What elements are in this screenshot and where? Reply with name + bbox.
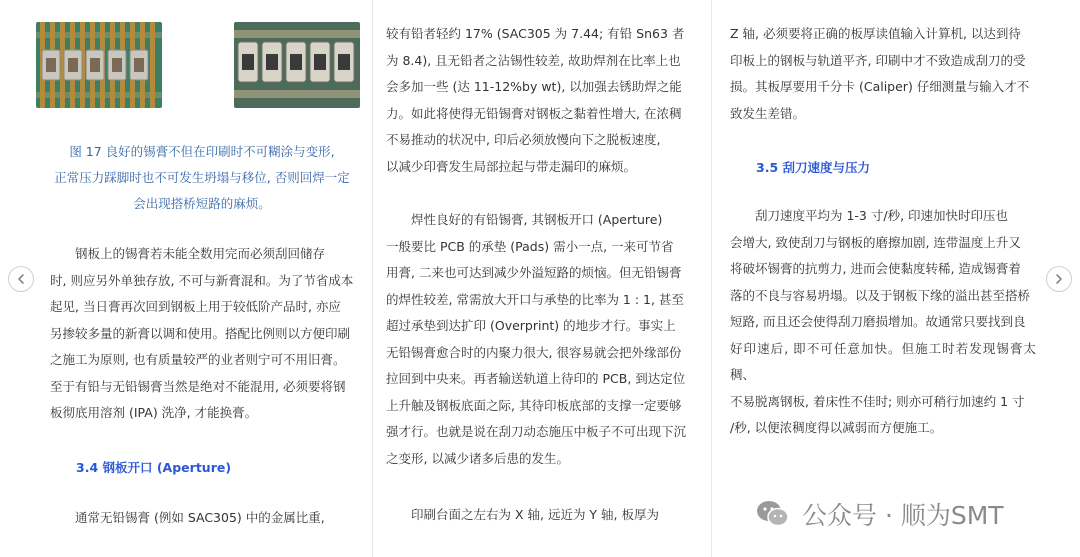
text-line: 会多加一些 (达 11-12%by wt), 以加强去锈助焊之能 bbox=[386, 79, 682, 94]
text-line: Z 轴, 必须要将正确的板厚读值输入计算机, 以达到待 bbox=[730, 26, 1021, 41]
text-line: 落的不良与容易坍塌。以及于钢板下缘的溢出甚至搭桥 bbox=[730, 287, 1031, 303]
figure-photo-good-paste bbox=[36, 22, 162, 108]
text-line: 不易推动的状况中, 印后必须放慢向下之脱板速度, bbox=[386, 132, 661, 147]
text-line: 为 8.4), 且无铅者之沾锡性较差, 故助焊剂在比率上也 bbox=[386, 52, 681, 68]
figure-caption bbox=[46, 139, 358, 217]
paragraph-metal-density bbox=[386, 21, 692, 180]
watermark-text: 公众号 · 顺为SMT bbox=[802, 501, 1004, 530]
text-line: 通常无铅锡膏 (例如 SAC305) 中的金属比重, bbox=[75, 510, 325, 525]
text-line: 以减少印膏发生局部拉起与带走漏印的麻烦。 bbox=[386, 158, 637, 174]
text-line: 钢板上的锡膏若未能全数用完而必须刮回储存 bbox=[75, 246, 326, 261]
text-line: 超过承垫到达扩印 (Overprint) 的地步才行。事实上 bbox=[386, 318, 676, 333]
text-line: 短路, 而且还会使得刮刀磨损增加。故通常只要找到良 bbox=[730, 314, 1026, 329]
watermark bbox=[756, 496, 1004, 532]
paragraph-leftover-paste bbox=[50, 241, 358, 427]
text-line: 较有铅者轻约 17% (SAC305 为 7.44; 有铅 Sn63 者 bbox=[386, 26, 685, 41]
text-line: 起见, 当日膏再次回到钢板上用于较低阶产品时, 亦应 bbox=[50, 299, 341, 314]
paragraph-squeegee-speed bbox=[730, 203, 1036, 442]
text-line: 致发生差错。 bbox=[730, 105, 806, 121]
text-line: 至于有铅与无铅锡膏当然是绝对不能混用, 必须要将钢 bbox=[50, 378, 346, 394]
section-heading-3-4: 3.4 钢板开口 (Aperture) bbox=[76, 460, 232, 475]
text-line: 好印速后, 即不可任意加快。但施工时若发现锡膏太稠、 bbox=[730, 340, 1036, 382]
text-line: 强才行。也就是说在刮刀动态施压中板子不可出现下沉 bbox=[386, 424, 687, 439]
prev-page-button[interactable] bbox=[8, 266, 34, 292]
caption-line: 会出现搭桥短路的麻烦。 bbox=[133, 196, 271, 211]
text-line: 焊性良好的有铅锡膏, 其钢板开口 (Aperture) bbox=[411, 212, 663, 227]
text-line: 将破坏锡膏的抗剪力, 进而会使黏度转稀, 造成锡膏着 bbox=[730, 261, 1021, 276]
text-line: 一般要比 PCB 的承垫 (Pads) 需小一点, 一来可节省 bbox=[386, 238, 674, 254]
text-line: 用膏, 二来也可达到减少外溢短路的烦恼。但无铅锡膏 bbox=[386, 265, 682, 280]
section-heading-3-5: 3.5 刮刀速度与压力 bbox=[756, 160, 870, 175]
text-line: 上升触及钢板底面之际, 其待印板底部的支撑一定要够 bbox=[386, 397, 682, 413]
column-divider bbox=[711, 0, 712, 557]
text-line: 刮刀速度平均为 1-3 寸/秒, 印速加快时印压也 bbox=[755, 208, 1009, 223]
text-line: 拉回到中央来。再者输送轨道上待印的 PCB, 到达定位 bbox=[386, 371, 686, 386]
figure-photo-bridging bbox=[234, 22, 360, 108]
paragraph-aperture-ratio bbox=[386, 207, 692, 472]
column-2 bbox=[386, 0, 696, 557]
text-line: 损。其板厚要用千分卡 (Caliper) 仔细测量与输入才不 bbox=[730, 79, 1030, 94]
text-line: 之施工为原则, 也有质量较严的业者则宁可不用旧膏。 bbox=[50, 352, 346, 367]
text-line: 力。如此将使得无铅锡膏对钢板之黏着性增大, 在浓稠 bbox=[386, 105, 682, 121]
column-1 bbox=[40, 0, 358, 557]
caption-line: 正常压力踩脚时也不可发生坍塌与移位, 否则回焊一定 bbox=[54, 170, 350, 185]
wechat-logo-icon bbox=[756, 499, 790, 529]
text-line: 另掺较多量的新膏以调和使用。搭配比例则以方便印刷 bbox=[50, 325, 351, 341]
caption-line: 图 17 良好的锡膏不但在印刷时不可糊涂与变形, bbox=[69, 144, 335, 159]
next-page-button[interactable] bbox=[1046, 266, 1072, 292]
text-line: 板彻底用溶剂 (IPA) 洗净, 才能换膏。 bbox=[50, 405, 258, 420]
text-line: 会增大, 致使刮刀与钢板的磨擦加剧, 连带温度上升又 bbox=[730, 234, 1021, 250]
paragraph-aperture-intro bbox=[50, 505, 358, 532]
text-line: 不易脱离钢板, 着床性不佳时; 则亦可稍行加速约 1 寸 bbox=[730, 393, 1025, 409]
chevron-left-icon bbox=[15, 273, 27, 285]
text-line: 无铅锡膏愈合时的内聚力很大, 很容易就会把外缘部份 bbox=[386, 344, 682, 360]
chevron-right-icon bbox=[1053, 273, 1065, 285]
figure-photos bbox=[36, 22, 364, 108]
column-3 bbox=[726, 0, 1036, 557]
text-line: 之变形, 以减少诸多后患的发生。 bbox=[386, 450, 569, 466]
text-line: 时, 则应另外单独存放, 不可与新膏混和。为了节省成本 bbox=[50, 272, 354, 288]
paragraph-xyz-axis bbox=[386, 502, 692, 529]
text-line: 印刷台面之左右为 X 轴, 远近为 Y 轴, 板厚为 bbox=[411, 507, 659, 522]
text-line: 印板上的钢板与轨道平齐, 印刷中才不致造成刮刀的受 bbox=[730, 52, 1026, 68]
text-line: 的焊性较差, 常需放大开口与承垫的比率为 1 : 1, 甚至 bbox=[386, 291, 684, 307]
column-divider bbox=[372, 0, 373, 557]
paragraph-board-thickness bbox=[730, 21, 1036, 127]
text-line: /秒, 以便浓稠度得以减弱而方便施工。 bbox=[730, 420, 943, 435]
